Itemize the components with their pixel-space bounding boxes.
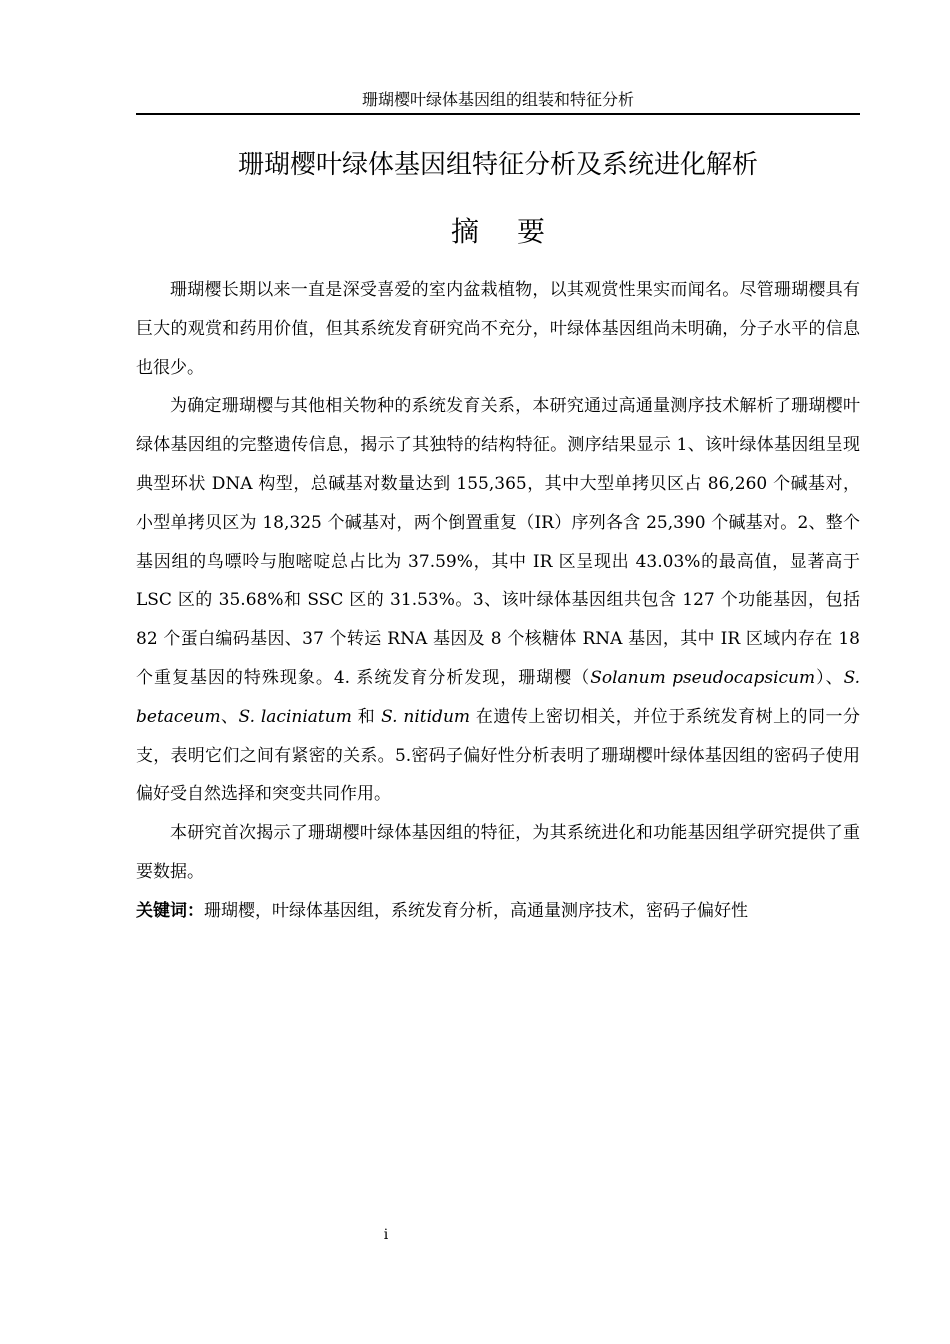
- species-separator-3: 和: [351, 706, 382, 727]
- page-number: i: [383, 1227, 389, 1243]
- abstract-paragraph-2: [136, 387, 860, 814]
- paragraph-2-text-end: 在遗传上密切相关，并位于系统发育树上的同一分支，表明它们之间有紧密的关系。5.密码子偏好性分析表明了珊瑚樱叶绿体基因组的密码子使用偏好受自然选择和突变共同作用。: [136, 706, 861, 805]
- abstract-paragraph-1: 珊瑚樱长期以来一直是深受喜爱的室内盆栽植物，以其观赏性果实而闻名。尽管珊瑚樱具有巨大的观赏和药用价值，但其系统发育研究尚不充分，叶绿体基因组尚未明确，分子水平的信息也很少。: [136, 280, 860, 378]
- paragraph-2-text-start: 为确定珊瑚樱与其他相关物种的系统发育关系，本研究通过高通量测序技术解析了珊瑚樱叶绿体基因组的完整遗传信息，揭示了其独特的结构特征。测序结果显示 1、该叶绿体基因组呈现典型环状 DNA 构型，总碱基对数量达到 155,365，其中大型单拷贝区占 86,260 个碱基对，小型单拷贝区为 18,325 个碱基对，两个倒置重复（IR）序列各含 25,390 个碱基对。2、整个基因组的鸟嘌呤与胞嘧啶总占比为 37.59%，其中 IR 区呈现出 43.03%的最高值，显著高于 LSC 区的 35.68%和 SSC 区的 31.53%。3、该叶绿体基因组共包含 127 个功能基因，包括 82 个蛋白编码基因、37 个转运 RNA 基因及 8 个核糖体 RNA 基因，其中 IR 区域内存在 18 个重复基因的特殊现象。4. 系统发育分析发现，珊瑚樱（: [136, 396, 860, 688]
- species-name-2: S. betaceum: [136, 667, 861, 727]
- abstract-heading-part1: 摘: [450, 215, 479, 248]
- abstract-body: [136, 271, 860, 931]
- species-separator-2: 、: [220, 706, 239, 727]
- running-header: 珊瑚樱叶绿体基因组的组装和特征分析: [361, 90, 634, 109]
- abstract-paragraph-3: 本研究首次揭示了珊瑚樱叶绿体基因组的特征，为其系统进化和功能基因组学研究提供了重要数据。: [136, 823, 860, 882]
- abstract-heading-part2: 要: [517, 215, 546, 248]
- keywords-label: 关键词：: [136, 900, 204, 921]
- paper-title: 珊瑚樱叶绿体基因组特征分析及系统进化解析: [237, 150, 758, 180]
- species-name-4: S. nitidum: [381, 706, 471, 727]
- species-name-3: S. laciniatum: [238, 706, 352, 727]
- keywords-line: [136, 892, 860, 931]
- header-rule: [136, 113, 860, 115]
- species-separator-1: ）、: [815, 667, 844, 688]
- abstract-heading: [136, 213, 860, 251]
- species-name-1: Solanum pseudocapsicum: [590, 667, 816, 688]
- keywords-list: 珊瑚樱，叶绿体基因组，系统发育分析，高通量测序技术，密码子偏好性: [204, 900, 748, 921]
